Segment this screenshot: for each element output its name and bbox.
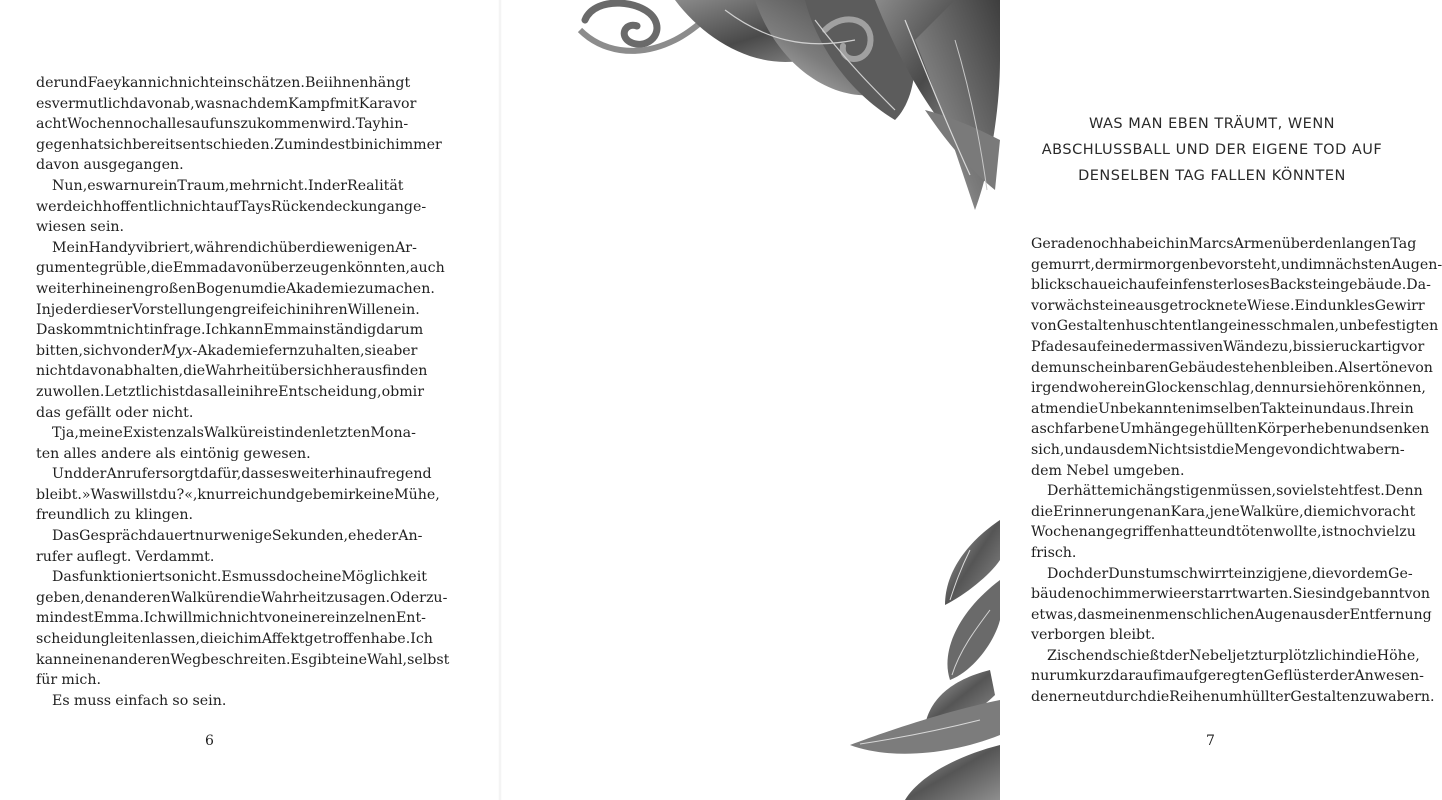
text-line: das gefällt oder nicht. xyxy=(36,404,194,421)
text-line: ten alles andere als eintönig gewesen. xyxy=(36,445,311,462)
right-page xyxy=(500,0,1442,800)
text-line: gegen hat sich bereits entschieden. Zumindest bin ich immer xyxy=(36,136,442,153)
left-page-number: 6 xyxy=(205,733,214,749)
text-line: Mein Handy vibriert, während ich über die wenigen Ar- xyxy=(52,239,417,256)
text-line: In jeder dieser Vorstellungen greife ich in ihren Willen ein. xyxy=(36,301,420,318)
foliage-ornament-bottom-icon xyxy=(850,520,1000,800)
text-line: Tja, meine Existenz als Walküre ist in den letzten Mona- xyxy=(52,425,416,442)
text-line: bäude noch immer wie erstarrt warten. Sie sind gebannt von xyxy=(1031,586,1431,603)
text-line: wiesen sein. xyxy=(36,219,125,236)
text-line: weiterhin einen großen Bogen um die Akademie zu machen. xyxy=(36,280,435,297)
text-line: irgendwoher ein Glockenschlag, den nur sie hören können, xyxy=(1031,380,1426,397)
text-line: vor wächst eine ausgetrocknete Wiese. Ein dunkles Gewirr xyxy=(1031,297,1425,314)
text-line: Nun, es war nur ein Traum, mehr nicht. In der Realität xyxy=(52,177,404,194)
text-line: Pfades auf eine der massiven Wände zu, bis sie ruckartig vor xyxy=(1031,338,1425,355)
text-line: von Gestalten huscht entlang eines schmalen, unbefestigten xyxy=(1031,318,1439,335)
text-line: davon ausgegangen. xyxy=(36,157,184,174)
text-line: atmen die Unbekannten im selben Takt ein und aus. Ihre in xyxy=(1031,400,1414,417)
text-line: mindest Emma. Ich will mich nicht von einer einzelnen Ent- xyxy=(36,610,426,627)
left-page-body-text xyxy=(36,73,450,711)
text-line: Doch der Dunst umschwirrt einzig jene, die vor dem Ge- xyxy=(1047,565,1413,582)
text-line: dem Nebel umgeben. xyxy=(1031,462,1185,479)
chapter-title-line: DENSELBEN TAG FALLEN KÖNNTEN xyxy=(1078,168,1346,184)
text-line: bleibt. »Was willst du?«, knurre ich und gebe mir keine Mühe, xyxy=(36,486,440,503)
text-line: rufer auflegt. Verdammt. xyxy=(36,548,215,565)
text-line: bitten, sich von der Myx-Akademie fernzuhalten, sie aber xyxy=(36,342,418,359)
text-line: für mich. xyxy=(36,672,102,689)
right-page-number: 7 xyxy=(1206,733,1215,749)
text-line: scheidung leiten lassen, die ich im Affekt getroffen habe. Ich xyxy=(36,631,433,648)
text-line: Der hätte mich ängstigen müssen, so viel steht fest. Denn xyxy=(1047,483,1423,500)
text-line: Das funktioniert so nicht. Es muss doch eine Möglichkeit xyxy=(52,569,427,586)
text-line: etwas, das meinen menschlichen Augen aus der Entfernung xyxy=(1031,606,1432,623)
left-page xyxy=(0,0,500,800)
text-line: freundlich zu klingen. xyxy=(36,507,194,524)
text-line: Wochen angegriffen hatte und töten wollte, ist noch viel zu xyxy=(1031,524,1416,541)
text-line: nicht davon abhalten, die Wahrheit über sich herausfinden xyxy=(36,363,428,380)
text-line: die Erinnerungen an Kara, jene Walküre, die mich vor acht xyxy=(1031,503,1416,520)
text-line: den erneut durch die Reihen umhüllter Gestalten zu wabern. xyxy=(1031,689,1435,706)
chapter-title-line: WAS MAN EBEN TRÄUMT, WENN xyxy=(1088,116,1336,132)
text-line: Das Gespräch dauert nur wenige Sekunden, ehe der An- xyxy=(52,528,423,545)
text-line: dem unscheinbaren Gebäude stehen bleiben. Als ertöne von xyxy=(1031,359,1433,376)
text-line: zu wollen. Letztlich ist das allein ihre Entscheidung, ob mir xyxy=(36,383,424,400)
text-line: gumente grüble, die Emma davon überzeugen könnten, auch xyxy=(36,260,445,277)
text-line: nur um kurz darauf im aufgeregten Geflüster der Anwesen- xyxy=(1031,668,1424,685)
foliage-ornament-top-icon xyxy=(575,0,1000,215)
text-line: Das kommt nicht infrage. Ich kann Emma inständig darum xyxy=(36,322,424,339)
text-line: verborgen bleibt. xyxy=(1031,627,1156,644)
text-line: acht Wochen noch alles auf uns zukommen wird. Tay hin- xyxy=(36,116,409,133)
right-page-body-text xyxy=(1031,234,1442,708)
text-line: aschfarbene Umhänge gehüllten Körper heben und senken xyxy=(1031,421,1430,438)
text-line: blick schaue ich auf ein fensterloses Backsteingebäude. Da- xyxy=(1031,277,1431,294)
text-line: Und der Anrufer sorgt dafür, dass es weiterhin aufregend xyxy=(52,466,432,483)
chapter-title-line: ABSCHLUSSBALL UND DER EIGENE TOD AUF xyxy=(1041,142,1383,158)
text-line: Gerade noch habe ich in Marcs Armen über den langen Tag xyxy=(1031,236,1417,252)
text-line: Es muss einfach so sein. xyxy=(52,692,227,709)
text-line: Zischend schießt der Nebel jetzt urplötzlich in die Höhe, xyxy=(1047,647,1420,664)
text-line: frisch. xyxy=(1031,544,1077,561)
text-line: der und Faey kann ich nicht einschätzen. Bei ihnen hängt xyxy=(36,75,411,91)
text-line: gemurrt, der mir morgen bevorsteht, und im nächsten Augen- xyxy=(1031,256,1442,273)
text-line: kann einen anderen Weg beschreiten. Es gibt eine Wahl, selbst xyxy=(36,651,450,668)
text-line: es vermutlich davon ab, was nach dem Kampf mit Kara vor xyxy=(36,95,417,112)
text-line: werde ich hoffentlich nicht auf Tays Rückendeckung ange- xyxy=(36,198,427,215)
text-line: geben, den anderen Walküren die Wahrheit zu sagen. Oder zu- xyxy=(36,589,448,606)
chapter-title xyxy=(1027,111,1397,189)
text-line: sich, und aus dem Nichts ist die Menge von dicht wabern- xyxy=(1031,441,1405,458)
